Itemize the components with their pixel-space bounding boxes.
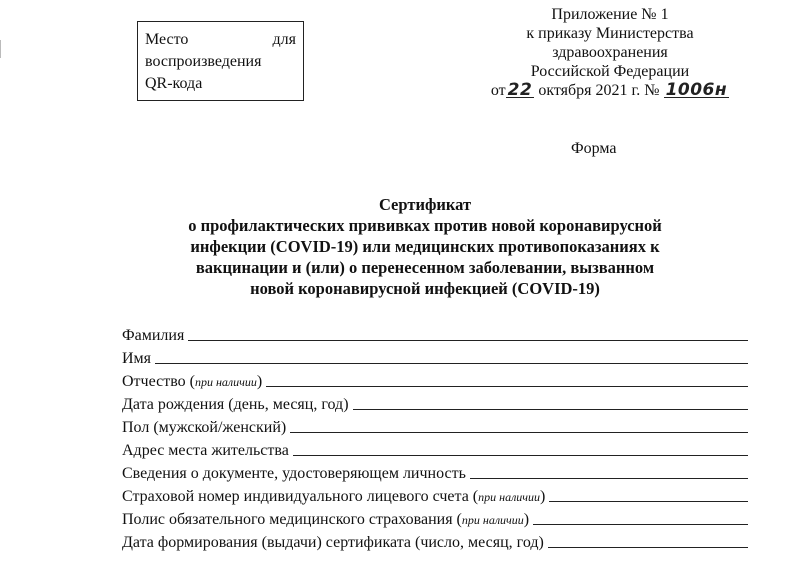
field-patronymic <box>122 368 748 391</box>
appendix-order-ref: к приказу Министерства <box>526 25 694 42</box>
sex-input-line[interactable] <box>290 431 748 433</box>
field-snils <box>122 483 748 506</box>
patronymic-input-line[interactable] <box>266 385 748 387</box>
field-label: Дата формирования (выдачи) сертификата (число, месяц, год) <box>122 534 544 551</box>
oms-policy-input-line[interactable] <box>533 523 748 525</box>
qr-box-word-for: для <box>272 31 296 48</box>
issue-date-input-line[interactable] <box>548 546 748 548</box>
field-issue-date <box>122 529 748 552</box>
field-label-suffix: ) <box>523 511 530 528</box>
handwritten-day: 22 <box>507 80 533 100</box>
date-rest: октября 2021 г. № <box>538 82 660 99</box>
title-line-2: о профилактических прививках против новой коронавирусной <box>188 216 662 235</box>
title-heading: Сертификат <box>378 195 472 214</box>
identity-document-input-line[interactable] <box>470 477 748 479</box>
field-label: Пол (мужской/женский) <box>122 419 287 436</box>
field-label: Адрес места жительства <box>122 442 289 459</box>
field-note: при наличии <box>461 513 524 527</box>
qr-box-word-place: Место <box>145 31 189 48</box>
date-prefix: от <box>490 82 506 99</box>
field-label-suffix: ) <box>256 373 263 390</box>
form-fields <box>122 322 748 552</box>
qr-box-line-1 <box>145 29 296 51</box>
field-label: Сведения о документе, удостоверяющем личность <box>122 465 466 482</box>
field-label <box>122 511 529 529</box>
field-label <box>122 373 262 391</box>
appendix-block <box>470 5 750 100</box>
field-label: Дата рождения (день, месяц, год) <box>122 396 349 413</box>
field-label: Имя <box>122 350 152 367</box>
field-note: при наличии <box>194 375 257 389</box>
title-line-3: инфекции (COVID-19) или медицинских противопоказаниях к <box>190 237 660 256</box>
field-label <box>122 488 545 506</box>
qr-code-placeholder <box>137 21 304 101</box>
name-input-line[interactable] <box>155 362 748 364</box>
qr-box-line-3: QR-кода <box>145 75 203 92</box>
birth-date-input-line[interactable] <box>353 408 748 410</box>
field-note: при наличии <box>478 490 541 504</box>
handwritten-order-number: 1006н <box>665 80 728 100</box>
title-line-4: вакцинации и (или) о перенесенном заболевании, вызванном <box>195 258 655 277</box>
scan-edge-mark <box>0 40 1 58</box>
field-birth-date <box>122 391 748 414</box>
surname-input-line[interactable] <box>188 339 748 341</box>
address-input-line[interactable] <box>293 454 748 456</box>
certificate-title <box>120 194 730 299</box>
field-sex <box>122 414 748 437</box>
appendix-country: Российской Федерации <box>530 63 690 80</box>
field-surname <box>122 322 748 345</box>
form-label: Форма <box>571 140 617 157</box>
field-label-text: Страховой номер индивидуального лицевого счета ( <box>122 488 479 505</box>
appendix-date-line <box>470 81 750 100</box>
qr-box-line-2: воспроизведения <box>145 53 262 70</box>
field-name <box>122 345 748 368</box>
snils-input-line[interactable] <box>549 500 748 502</box>
title-line-5: новой коронавирусной инфекцией (COVID-19) <box>250 279 600 298</box>
appendix-number: Приложение № 1 <box>551 6 669 23</box>
field-oms-policy <box>122 506 748 529</box>
field-label-text: Полис обязательного медицинского страхования ( <box>122 511 462 528</box>
field-label-text: Отчество ( <box>122 373 195 390</box>
appendix-ministry: здравоохранения <box>552 44 668 61</box>
field-identity-document <box>122 460 748 483</box>
field-label: Фамилия <box>122 327 185 344</box>
field-address <box>122 437 748 460</box>
field-label-suffix: ) <box>540 488 546 505</box>
